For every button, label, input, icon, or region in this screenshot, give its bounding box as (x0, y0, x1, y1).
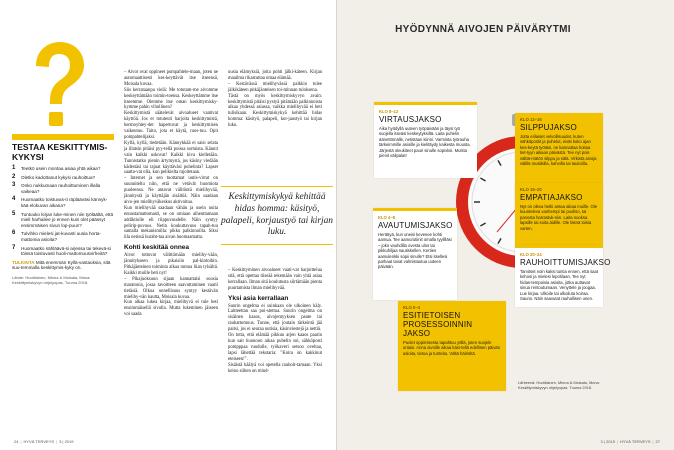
quiz-item (12, 231, 114, 242)
paragraph: Kyllä, kyllä, tiedetään. Kännykkää ei saisi selata ja illatsin pitäisi pyy-tellä poissa sormista. Kännit vain kaikki uskovat! Kaikki kiva kielletään. Tunnistatko pienin ärtymystä, jos käsiny viedään kädestäsi tai tajuat käyttäväsi puhelinta? Lapset saatta-vat olla, kun pelikielta rajoitetaan. (124, 140, 218, 176)
phase-title: VIRTAUSJAKSO (379, 115, 442, 124)
magazine-name: HYVÄ TERVEYS (23, 439, 55, 444)
quiz-item (12, 197, 114, 208)
quiz-item-text: Teetkö usein montaa asiaa yhtä aikaa? (21, 166, 101, 171)
infographic-title: HYÖDYNNÄ AIVOJEN PÄIVÄRYTMI (395, 24, 571, 35)
time-range: KLO 4–8 (378, 215, 395, 220)
article-column-2 (228, 70, 322, 129)
quiz-item-number: 5 (12, 210, 16, 217)
time-range: KLO 20–24 (520, 252, 542, 257)
rhythm-box-rauhoittumisjakso (515, 245, 611, 307)
issue-number: 3 | 2019 (600, 439, 615, 444)
phase-text: Herättyä, kun uneisi keveneе kohti aamua. Tee aamurutiinit omalla tyylilläsi – joko vauhdilla ovesta ulos tai pikkuhiljaa nautiskellen. Kerties aamulenkki sopii sinulle? Etsi itsellesi parhaat tavat valmistautua uuteen päivään. (378, 232, 452, 270)
quiz-item-text: Tulvihko mielesi jat-kuvasti uusia horta-mattomia asioita? (21, 231, 101, 242)
quiz-item-text: Tuntuuko kirjan luke-minen niin työläältä, että mieli harhailee jo ennen kuin olet päässyt ensimmäisen sivun lop-puun? (21, 211, 114, 228)
quiz-title: TESTAA KESKITTYMIS-KYKYSI (12, 142, 108, 162)
phase-title: RAUHOITTUMISJAKSO (520, 258, 611, 267)
quiz-item-number: 3 (12, 182, 16, 189)
time-range: KLO 16–20 (520, 187, 542, 192)
quiz-item-number: 6 (12, 230, 16, 237)
quiz-box (12, 134, 114, 424)
paragraph: Keskittymistä säätelevät aivoalueet vaativat käyttöä. Jos et totuteuti harjoita keskittymistä, hermoyhtey-det hapertuvat ja keskittymisen vaikeutuu. Taito, jota et käytä, ruos-tuu. Opit pompahtelijaksi. (124, 111, 218, 140)
rhythm-box-prosessointijakso (398, 301, 506, 391)
infographic-source: Lähteenä: Huotilainen, Minna & Moisala, Mona: Keskittymiskyvyn ohjelyopas. Tuuma 2018. (518, 380, 600, 390)
article-column-2-lower (228, 268, 322, 374)
quiz-item-number: 4 (12, 196, 16, 203)
quiz-result-text: Mitä enemmän Kyllä-vastauksia, sitä suu-temmalla keskittymis-kyky on. (12, 259, 111, 271)
paragraph: – Aivot ovat oppineet pompahtele-maan, joten ne automaattisesti kes-keyttävät itse itseensä, Moisala kuvaa. (124, 70, 218, 87)
folio-right: 3 | 2019 | HYVÄ TERVEYS | 27 (600, 439, 660, 444)
paragraph: Kun alkaa lukea kirjaa, mielihyvä ei tule heti ensimmäisellä sivulla. Mutta lukeminen jäiseen voi saada (124, 300, 218, 318)
folio-left: 24 | HYVÄ TERVEYS | 3 | 2019 (14, 439, 74, 444)
paragraph: On totta, että elämää pikkuu arjen kaaos paarin kun sait huonoon aikaa puhelin soi, sähköposti pompppaa ruudulle, työkaveri setsoo oveltaa, lapsi lähettää tekstaria: "Koira on kakkinut eteiseen!". (228, 333, 322, 362)
quiz-item-text: Huomaatko toistuvas-ti räplääväsi kännyk-kää elokuvan aikana? (21, 197, 108, 208)
quiz-source: Lähde: Huotilainen, Minna & Moisala, Mona: Keskittymiskyvyn ohjelyopas. Tuuma 2018. (12, 274, 91, 285)
quiz-item (12, 212, 114, 229)
rhythm-box-empatiajakso (515, 183, 603, 254)
time-range: KLO 0–4 (403, 305, 420, 310)
time-range: KLO 12–16 (520, 117, 542, 122)
quiz-item (12, 166, 114, 172)
phase-title: SILPPUJAKSO (520, 123, 577, 132)
paragraph: Siis kerrataanpa vielä: Me totutam-me aivomme keskeyttämään toimin-toensa. Keskeyttämme itse itseemme. Olemme itse oman keskittymisky-kymme pahin vihollinen? (124, 87, 218, 111)
phase-title: EMPATIAJAKSO (520, 193, 583, 202)
quiz-result-label: TULKINTA (12, 259, 35, 265)
phase-text: Tarvitset noin kaksi tuntia ennen, että saat kehosi ja mielesi lepotilaan. Tee nyt hidas-tempoisia asioita, jotka auttavat sinua rentoutumaan. Venyttele ja joogaa. Lue kirjaa. Ulkoile tai ulkoilutа koiraa. Sauno. Näin saavutat rauhallisen unen. (520, 269, 598, 302)
magazine-name: HYVÄ TERVEYS (619, 439, 651, 444)
issue-number: 3 | 2019 (59, 439, 74, 444)
question-mark-icon (28, 40, 88, 136)
phase-title: ESITIETOISEN PROSESSOINNIN JAKSO (403, 311, 473, 338)
paragraph: Tästä on myös keskittymiskyvyn avain: keskittymistä pitäisi pystyä pitämään palkinnoista aikaa yhdessä asiassa, vaikka mielihyvää ei heti tulisikaan. Keskittymiskykyä kehittää hidas homma: käsityö, palapeli, kor-jaustyö tai kirjan luku. (228, 93, 322, 129)
quiz-item-text: Huomaatko sähläävä-si arjessa tai tekevä-si töissä toistuvasti huoli-mattomuusvirheitä? (21, 245, 111, 257)
phase-text: Jotta erilaiset velvollisuudet, kuten sähköpostit ja puhelut, eivät koko ajan kes-keytä työtäsi, ne kannattaa hoitaa tiet-tyyn aikaan päivästä. Tee nyt pois välttä-mätön silppu ja sälä. Virkistä aivoja välillä musiikilla, kahvilla tai taukoilla. (520, 134, 597, 167)
page-number: 27 (655, 439, 660, 444)
time-range: KLO 8–12 (379, 109, 399, 114)
subheading: Yksi asia kerrallaan (228, 294, 289, 302)
page-number: 24 (14, 439, 19, 444)
quiz-item (12, 183, 114, 194)
quiz-item (12, 246, 114, 257)
phase-text: Nyt on oikea hetki antaa aikaa muille. Ole kuunteleva vanhempi tai puoliso, tai panosta harrastuk-siin. Laita nuoksa lapsille tai soita äidille. Ole läsnä toisia varten. (520, 204, 598, 231)
quiz-item-text: Onko nukkumaan rauhoittuminen illalla vaikeaa? (21, 183, 101, 194)
quiz-item-number: 7 (12, 244, 16, 251)
rhythm-box-virtausjakso (374, 102, 477, 178)
phase-title: AVAUTUMISJAKSO (378, 221, 453, 230)
paragraph: – Internet ja sen tuottamat uutis-virrat on suunniteltu niin, että ne vetävät huomiota puoleensa. Ne antavat välitöntä mielihyvää, jännitystä ja käyttäjän sisältöä. Näin saadaan aivo-jen mielihyväkeskus aktivoitua. (124, 176, 218, 205)
phase-text: Aika hyödyllä uuteen työpäivään ja täysi työ suojella itseäsi keskeytyksiltä. Laita puhelin äänettömälle, netistäan kiinni. Varmista työrauha tärkeimmille asioille ja kielitäydy kaikesta muusta. Järjestä oleukiteet pauri sinulle sopivksi. Muista pienit välipalat! (379, 126, 471, 159)
paragraph: Kun mielihyvää saadaan vähän ja usein nuita ennustamattomasti, se on omiaan aiheuttamaan addiktiolle eli riippuvuudelle. Näin syntyy pelirip-puvuus. Netin koukuttavuus tapah-tuu samalla mekanismilla: pikku palkinnoilla. Siksi illa netissä huraht-taa aivan huomaamatta. (124, 205, 218, 241)
quiz-result (12, 260, 114, 271)
paragraph: – Kestävässä mielihyvässä palkkio tulee jälkikäteen pitkäjänteisen toi-minnan tuloksena. (228, 81, 322, 93)
quiz-item-number: 2 (12, 173, 16, 180)
rhythm-box-avautumisjakso (373, 208, 457, 300)
quiz-item-text: Oletko kadottanut kykysi rauhoittua? (21, 174, 96, 180)
quiz-item (12, 175, 114, 181)
paragraph: – Keskittyminen aivoalueet vaati-vat harjoittelua sitä, että opettaa tiiseää tekemään vain yhtä asiaa kerrallaan. Ilman sitä koulutusta siirtämään pienta puurtamista ilman mielihyvää. (228, 268, 322, 291)
pull-quote: Keskittymiskykyä kehittää hidas homma: käsityö, palapeli, korjaustyö tai kirjan luku. (221, 186, 333, 245)
paragraph: uusia elämyksiä, joita pohti jälki-käteen. Kirjan maailma rikastuttaa omaa elämää. (228, 70, 322, 81)
paragraph: Aivot tottuvat välittömään mielihy-vään, jännitykseen ja pikaisiin pal-kintoihin. Pitkäjänteinen toiminta alkaa tuntua liian tylsältä. Kaikki muille heti nyt! (124, 253, 218, 276)
article-column-1 (124, 70, 218, 318)
phase-text: Puolet oppimisesta tapahtuu yöllä, joten suojele untasi. Anna aivoille aikaa käsi-tellä edellisen päivän asioita, tietoa ja tunteita. Vältä häiriöitä. (403, 340, 501, 356)
subheading: Kohti keskitää onnea (124, 244, 190, 252)
paragraph: Suurin ongelma ei suinkaan ole ulkoinen häly. Laitteettan saa poi-stettua. Suurin ongelma on sisäinen kaaos, aivojentyyksen paute tai rauhattomuus. Tunne, että joutain tärkeintä jää paitsi, jos ei seuraa uutisia, käsinviestejä ja nettiä. (228, 303, 322, 333)
paragraph: Sisäistä häälyä voi opetella rauhoit-tamaan. Yksi keino siihen on mind- (228, 362, 322, 374)
quiz-accent-bar (12, 134, 114, 140)
quiz-item-number: 1 (12, 165, 16, 171)
paragraph: – Pikajuoksuun sijaan kannattaisi suosia maratonia, jossa tavoitteen saavuttaminen vaatii tietäsiä. Olkoa onnellisuus syntyy kestävän mielihy-vän kautta, Moisala kuvaa. (124, 276, 218, 300)
